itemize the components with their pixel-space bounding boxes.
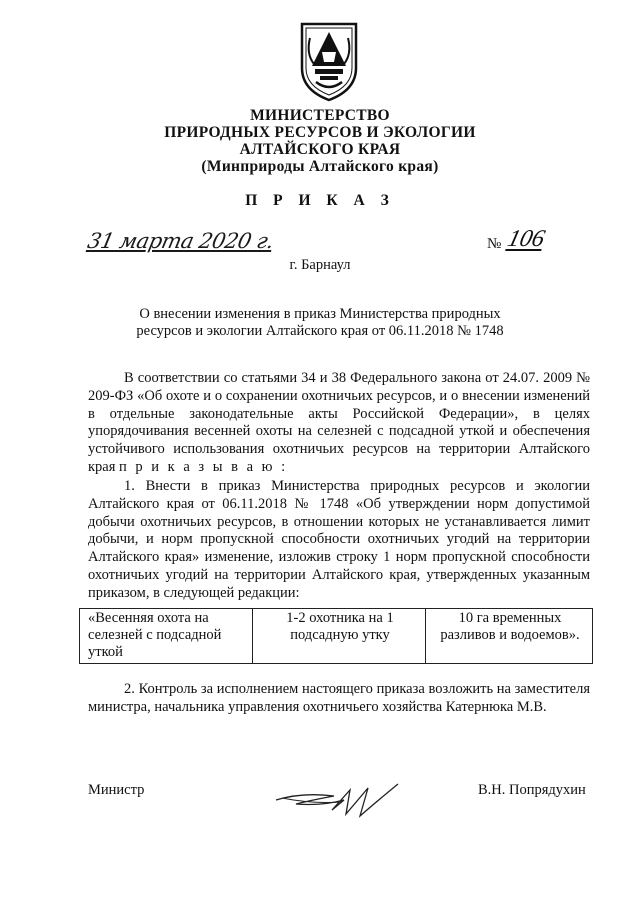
ministry-name-line-2: ПРИРОДНЫХ РЕСУРСОВ И ЭКОЛОГИИ [164, 124, 476, 141]
clause-2-text: 2. Контроль за исполнением настоящего приказа возложить на заместителя министра, начальника управления охотничьего хозяйства Катернюка М.В. [88, 681, 590, 715]
document-title: П Р И К А З [245, 192, 395, 209]
subject-line-1: О внесении изменения в приказ Министерства природных [139, 306, 501, 322]
table-cell-area: 10 га временных разливов и водоемов». [426, 609, 593, 664]
order-number-label: № [487, 236, 502, 252]
preamble-paragraph [88, 370, 590, 477]
clause-2-paragraph [88, 681, 590, 717]
preamble-text: В соответствии со статьями 34 и 38 Федерального закона от 24.07. 2009 № 209-ФЗ «Об охоте и о сохранении охотничьих ресурсов, и о внесении изменений в отдельные законодательные акты Российской Федерации», в целях упорядочивания весенней охоты на селезней с подсадной уткой и обеспечения устойчивого использования охотничьих ресурсов на территории Алтайского края [88, 370, 590, 475]
signatory-position: Министр [88, 782, 145, 798]
norm-table [79, 608, 593, 664]
handwritten-date: 31 марта 2020 г. [85, 229, 276, 253]
subject-line-2: ресурсов и экологии Алтайского края от 06.11.2018 № 1748 [136, 322, 504, 339]
handwritten-order-number: 106 [504, 226, 548, 252]
order-subject [100, 306, 540, 339]
clause-1-text: 1. Внести в приказ Министерства природных ресурсов и экологии Алтайского края от 06.11.2018 № 1748 «Об утверждении норм допустимой добычи охотничьих ресурсов, в отношении которых не устанавливается лимит добычи, и норм пропускной способности охотничьих угодий на территории Алтайского края» изменение, изложив строку 1 норм пропускной способности охотничьих угодий на территории Алтайского края, утвержденных указанным приказом, в следующей редакции: [88, 478, 590, 601]
table-cell-hunting-type: «Весенняя охота на селезней с подсадной уткой [80, 609, 253, 664]
clause-1-paragraph [88, 478, 590, 603]
table-row [80, 609, 593, 664]
coat-of-arms-emblem [296, 18, 362, 104]
signatory-name: В.Н. Попрядухин [478, 782, 586, 798]
handwritten-signature [272, 770, 402, 820]
ministry-name-line-1: МИНИСТЕРСТВО [250, 107, 390, 124]
city-line: г. Барнаул [289, 257, 351, 273]
ministry-short-name: (Минприроды Алтайского края) [201, 158, 439, 175]
table-cell-hunters: 1-2 охотника на 1 подсадную утку [253, 609, 426, 664]
order-keyword: п р и к а з ы в а ю : [119, 458, 288, 475]
ministry-name-line-3: АЛТАЙСКОГО КРАЯ [239, 141, 401, 158]
